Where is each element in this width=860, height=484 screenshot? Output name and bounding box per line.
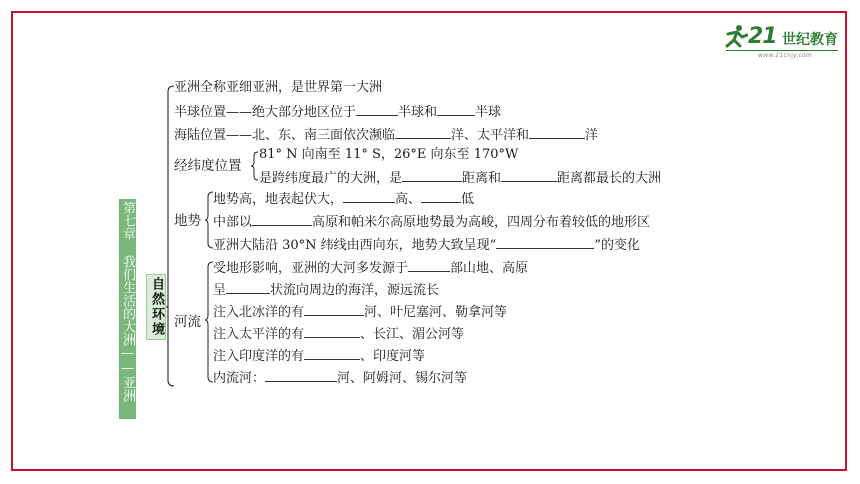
text: 是跨纬度最广的大洲，是 [259,171,403,186]
line-sea-land [174,126,598,144]
logo-url: www.21cnjy.com [758,52,813,59]
text: 亚洲大陆沿 30°N 纬线由西向东，地势大致呈现“ [213,238,497,253]
line-asia-name: 亚洲全称亚细亚洲，是世界第一大洲 [174,80,383,95]
line-terrain-1 [213,190,474,208]
text: 呈 [213,283,227,298]
line-river-3 [213,303,507,321]
line-river-6 [213,369,467,387]
line-lat-range: 81° N 向南至 11° S，26°E 向东至 170°W [259,147,519,162]
line-river-4 [213,325,464,343]
text: 内流河： [213,371,266,386]
section-natural-environment: 自然环境 [146,274,166,340]
blank [304,303,364,316]
text: 半球 [475,105,502,120]
text: 部山地、高原 [450,261,529,276]
text: 距离和 [462,171,502,186]
blank [496,236,594,249]
text: 洋 [585,128,599,143]
text: 河、叶尼塞河、勒拿河等 [364,305,508,320]
text: 注入印度洋的有 [213,349,305,364]
blank [252,213,312,226]
text: 注入太平洋的有 [213,327,305,342]
blank [408,259,450,272]
chapter-title: 第七章 我们生活的大洲——亚洲 [119,199,136,419]
text: 河、阿姆河、锡尔河等 [337,371,468,386]
blank [304,325,360,338]
label-terrain: 地势 [174,213,201,229]
line-terrain-3 [213,236,640,254]
logo-number: 21 [748,24,777,49]
label-lat-lon: 经纬度位置 [174,158,242,174]
blank [356,103,398,116]
text: 、印度河等 [360,349,426,364]
line-lat-span [259,169,661,187]
text: 海陆位置——北、东、南三面依次濒临 [174,128,396,143]
text: 状流向周边的海洋，源远流长 [270,283,440,298]
line-hemisphere [174,103,501,121]
line-river-2 [213,281,439,299]
text: 半球和 [398,105,438,120]
blank [265,369,337,382]
text: 受地形影响，亚洲的大河多发源于 [213,261,409,276]
line-river-1 [213,259,528,277]
text: 高原和帕米尔高原地势最为高峻，四周分布着较低的地形区 [312,215,651,230]
line-terrain-2 [213,213,650,231]
blank [437,103,475,116]
blank [421,190,461,203]
blank [226,281,270,294]
blank [501,169,557,182]
text: 距离都最长的大洲 [557,171,662,186]
label-rivers: 河流 [174,314,201,330]
text: 注入北冰洋的有 [213,305,305,320]
text: 洋、太平洋和 [451,128,530,143]
blank [304,347,360,360]
blank [343,190,395,203]
text: 半球位置——绝大部分地区位于 [174,105,357,120]
text: 地势高，地表起伏大， [213,192,344,207]
line-river-5 [213,347,425,365]
text: ”的变化 [594,238,640,253]
blank [395,126,451,139]
text: 、长江、湄公河等 [360,327,465,342]
text: 低 [461,192,475,207]
logo-brand: 世纪教育 [782,32,838,48]
text: 中部以 [213,215,253,230]
blank [402,169,462,182]
blank [529,126,585,139]
text: 高、 [395,192,422,207]
